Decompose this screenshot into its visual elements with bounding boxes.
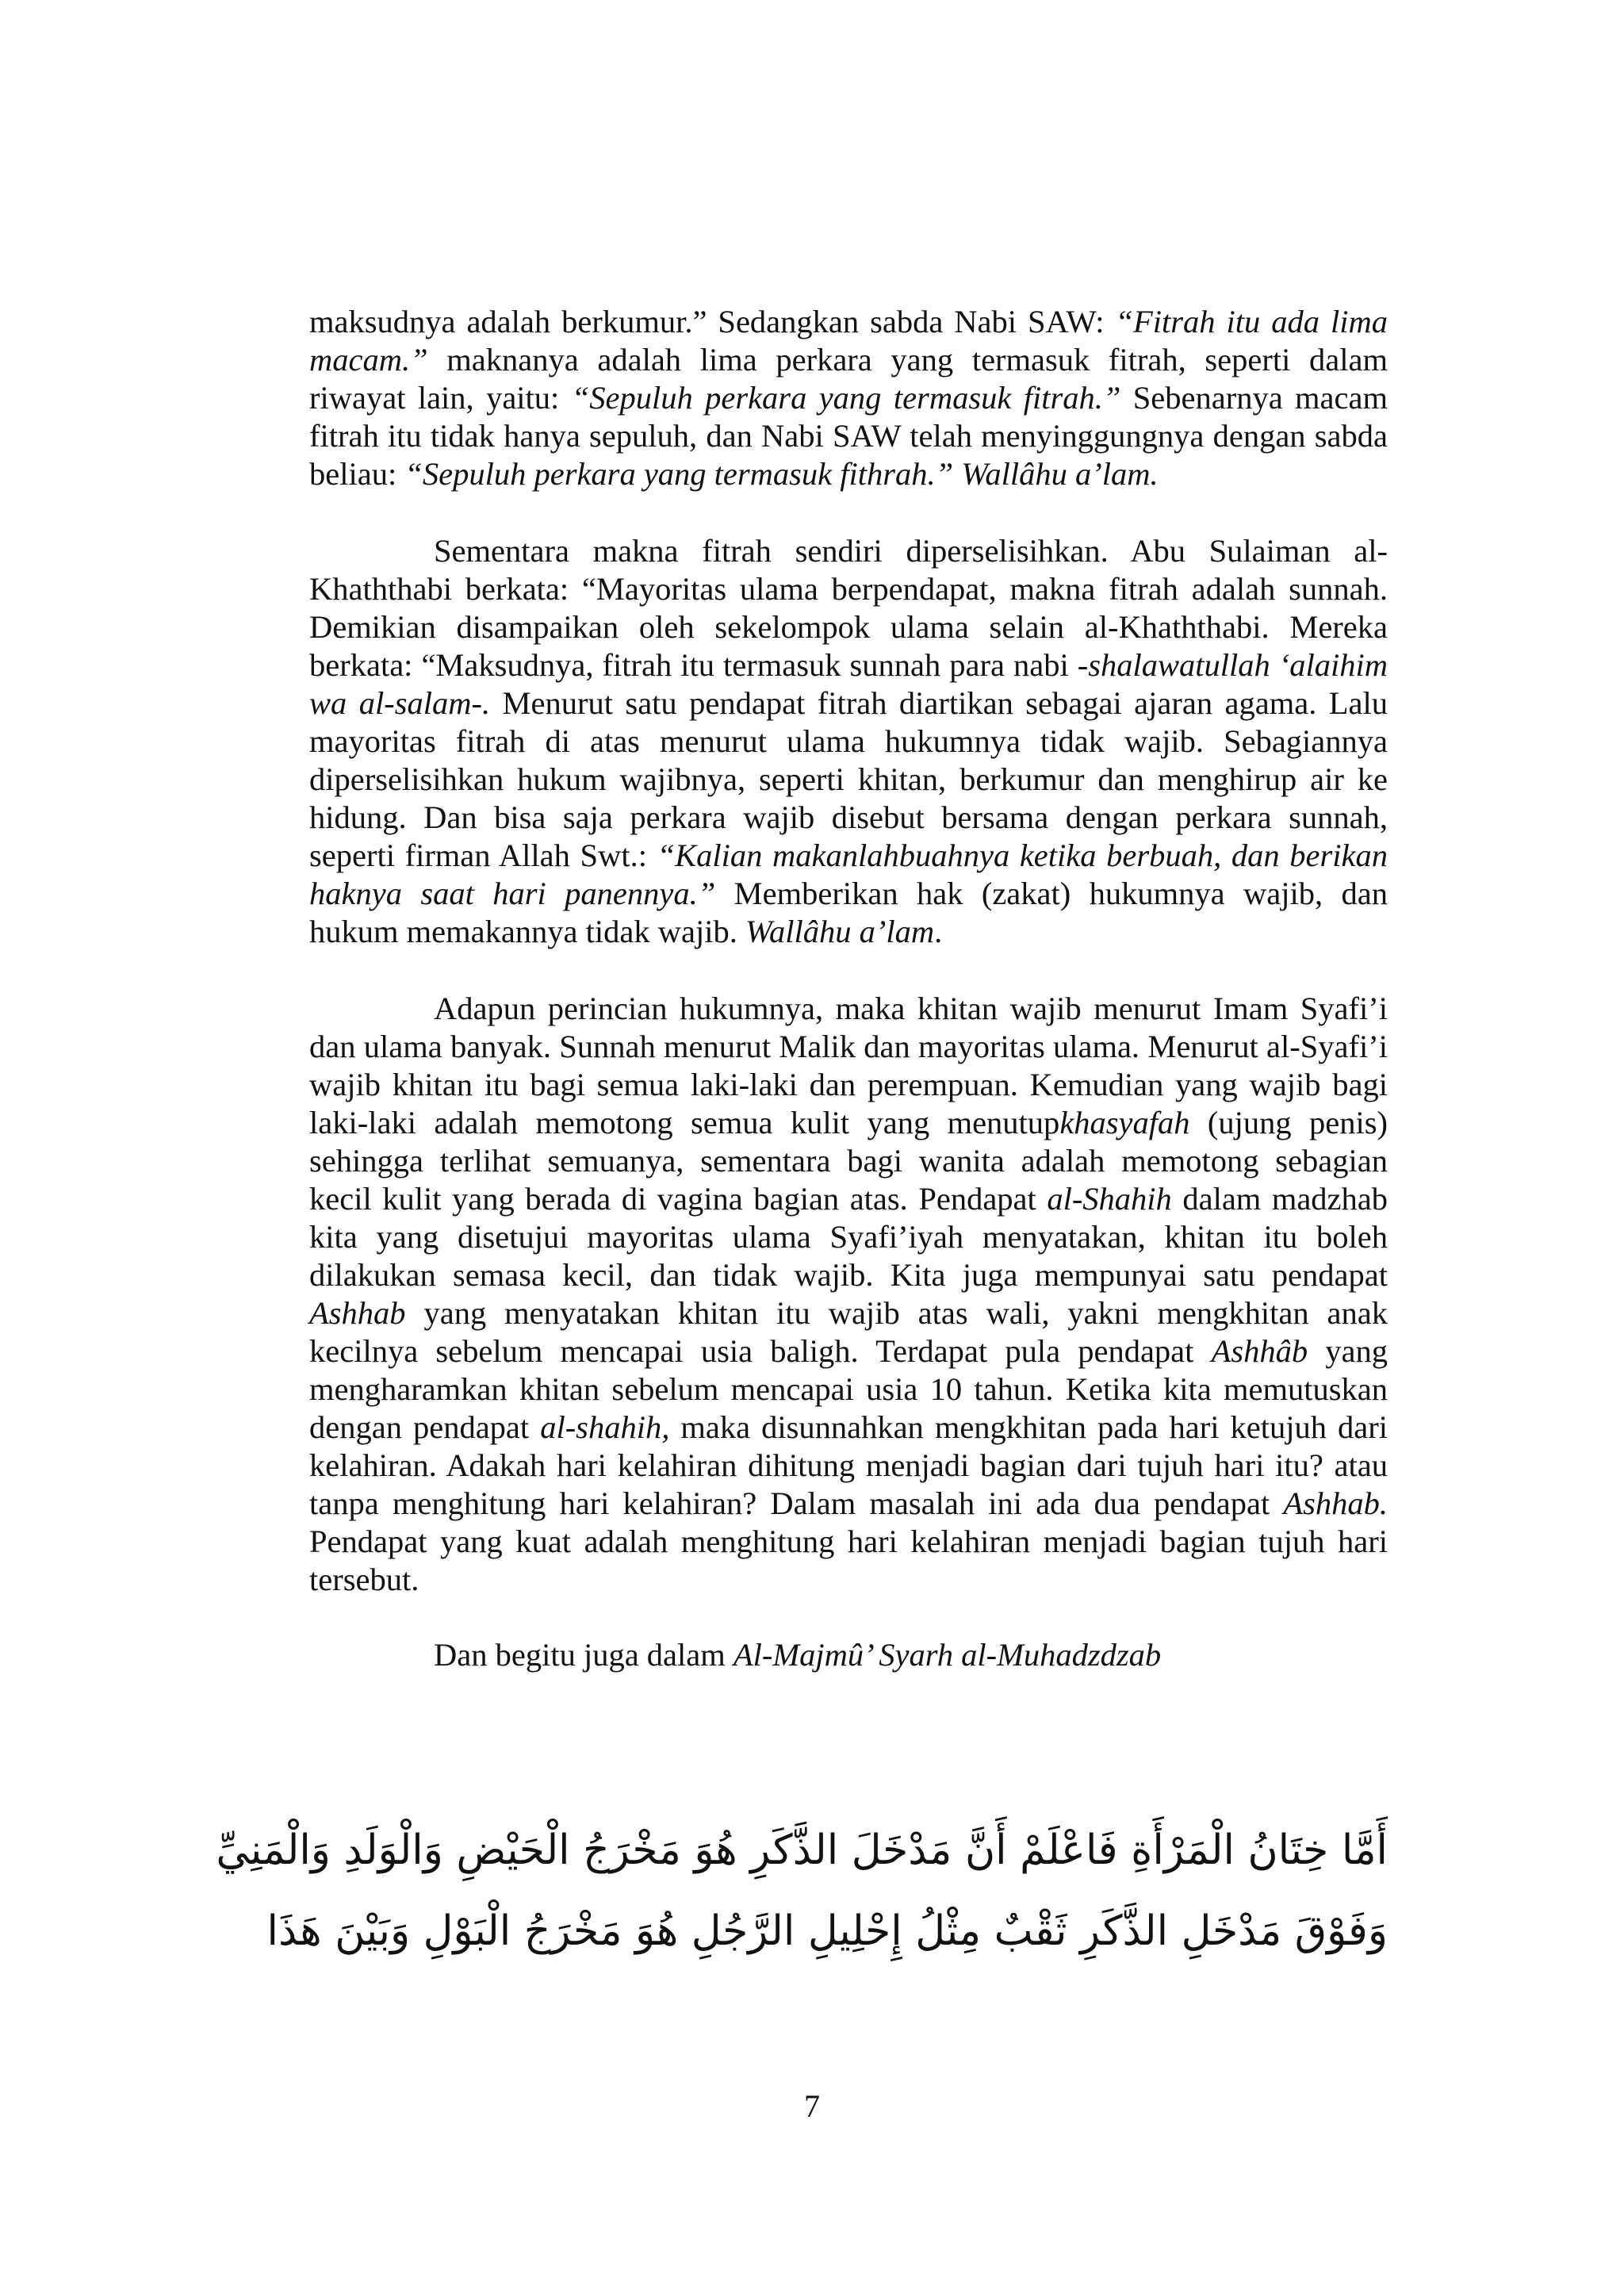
paragraph-1-segment-6: “Sepuluh perkara yang termasuk fithrah.” Wallâhu a’lam. (404, 456, 1159, 492)
paragraph-1 (309, 303, 1388, 493)
paragraph-4-segment-2: Al-Majmû’ Syarh al-Muhadzdzab (733, 1637, 1162, 1673)
paragraph-3-segment-1: Adapun perincian hukumnya, maka khitan wajib menurut Imam Syafi’i dan ulama banyak. Sunnah menurut Malik dan mayoritas ulama. Menurut al-Syafi’i wajib khitan itu bagi semua laki-laki dan perempuan. Kemudian yang wajib bagi laki-laki adalah memotong semua kulit yang menutup (309, 991, 1388, 1140)
paragraph-3-segment-12: Ashhab. (1283, 1485, 1388, 1521)
paragraph-1-segment-5: Sebenarnya macam fitrah itu tidak hanya sepuluh, dan Nabi SAW telah menyinggungnya dengan sabda beliau: (309, 380, 1388, 492)
paragraph-2-segment-2: -shalawatullah ‘alaihim wa al-salam-. (309, 647, 1388, 721)
page-number: 7 (804, 2088, 820, 2124)
paragraph-1-segment-2: “Fitrah itu ada lima macam.” (309, 304, 1388, 378)
paragraph-3 (309, 990, 1388, 1599)
paragraph-3-segment-8: Ashhâb (1211, 1333, 1308, 1369)
paragraph-3-segment-5: dalam madzhab kita yang disetujui mayoritas ulama Syafi’iyah menyatakan, khitan itu boleh dilakukan semasa kecil, dan tidak wajib. Kita juga mempunyai satu pendapat (309, 1181, 1388, 1293)
arabic-line-1: أَمَّا خِتَانُ الْمَرْأَةِ فَاعْلَمْ أَنَّ مَدْخَلَ الذَّكَرِ هُوَ مَخْرَجُ الْحَيْضِ وَالْوَلَدِ وَالْمَنِيِّ (216, 1826, 1388, 1874)
paragraph-3-segment-9: yang mengharamkan khitan sebelum mencapai usia 10 tahun. Ketika kita memutuskan dengan pendapat (309, 1333, 1388, 1445)
body-text (309, 303, 1388, 1674)
paragraph-2-segment-3: Menurut satu pendapat fitrah diartikan sebagai ajaran agama. Lalu mayoritas fitrah di atas menurut ulama hukumnya tidak wajib. Sebagiannya diperselisihkan hukum wajibnya, seperti khitan, berkumur dan menghirup air ke hidung. Dan bisa saja perkara wajib disebut bersama dengan perkara sunnah, seperti firman Allah Swt.: (309, 685, 1388, 873)
arabic-line-2: وَفَوْقَ مَدْخَلِ الذَّكَرِ ثَقْبٌ مِثْلُ إِحْلِيلِ الرَّجُلِ هُوَ مَخْرَجُ الْبَوْلِ وَبَيْنَ هَذَا (266, 1907, 1388, 1955)
paragraph-3-segment-10: al-shahih, (540, 1409, 670, 1445)
paragraph-3-segment-4: al-Shahih (1047, 1181, 1172, 1217)
paragraph-2-segment-5: Memberikan hak (zakat) hukumnya wajib, dan hukum memakannya tidak wajib. (309, 876, 1388, 949)
paragraph-4 (309, 1636, 1388, 1674)
paragraph-4-segment-1: Dan begitu juga dalam (434, 1637, 733, 1673)
paragraph-3-segment-7: yang menyatakan khitan itu wajib atas wali, yakni mengkhitan anak kecilnya sebelum mencapai usia baligh. Terdapat pula pendapat (309, 1295, 1388, 1369)
paragraph-3-segment-11: maka disunnahkan mengkhitan pada hari ketujuh dari kelahiran. Adakah hari kelahiran dihitung menjadi bagian dari tujuh hari itu? atau tanpa menghitung hari kelahiran? Dalam masalah ini ada dua pendapat (309, 1409, 1388, 1521)
paragraph-2-segment-4: “Kalian makanlahbuahnya ketika berbuah, dan berikan haknya saat hari panennya.” (309, 838, 1388, 911)
paragraph-2-segment-6: Wallâhu a’lam (745, 914, 935, 949)
paragraph-3-segment-6: Ashhab (309, 1295, 406, 1331)
paragraph-3-segment-13: Pendapat yang kuat adalah menghitung hari kelahiran menjadi bagian tujuh hari tersebut. (309, 1524, 1388, 1597)
paragraph-3-segment-3: (ujung penis) sehingga terlihat semuanya, sementara bagi wanita adalah memotong sebagian kecil kulit yang berada di vagina bagian atas. Pendapat (309, 1105, 1388, 1217)
paragraph-3-segment-2: khasyafah (1059, 1105, 1190, 1140)
paragraph-1-segment-1: maksudnya adalah berkumur.” Sedangkan sabda Nabi SAW: (309, 304, 1116, 339)
paragraph-2-segment-7: . (934, 914, 943, 949)
paragraph-1-segment-4: “Sepuluh perkara yang termasuk fitrah.” (571, 380, 1121, 416)
paragraph-2-segment-1: Sementara makna fitrah sendiri diperselisihkan. Abu Sulaiman al-Khaththabi berkata: “Mayoritas ulama berpendapat, makna fitrah adalah sunnah. Demikian disampaikan oleh sekelompok ulama selain al-Khaththabi. Mereka berkata: “Maksudnya, fitrah itu termasuk sunnah para nabi (309, 533, 1388, 683)
paragraph-2 (309, 532, 1388, 951)
paragraph-1-segment-3: maknanya adalah lima perkara yang termasuk fitrah, seperti dalam riwayat lain, yaitu: (309, 342, 1388, 416)
